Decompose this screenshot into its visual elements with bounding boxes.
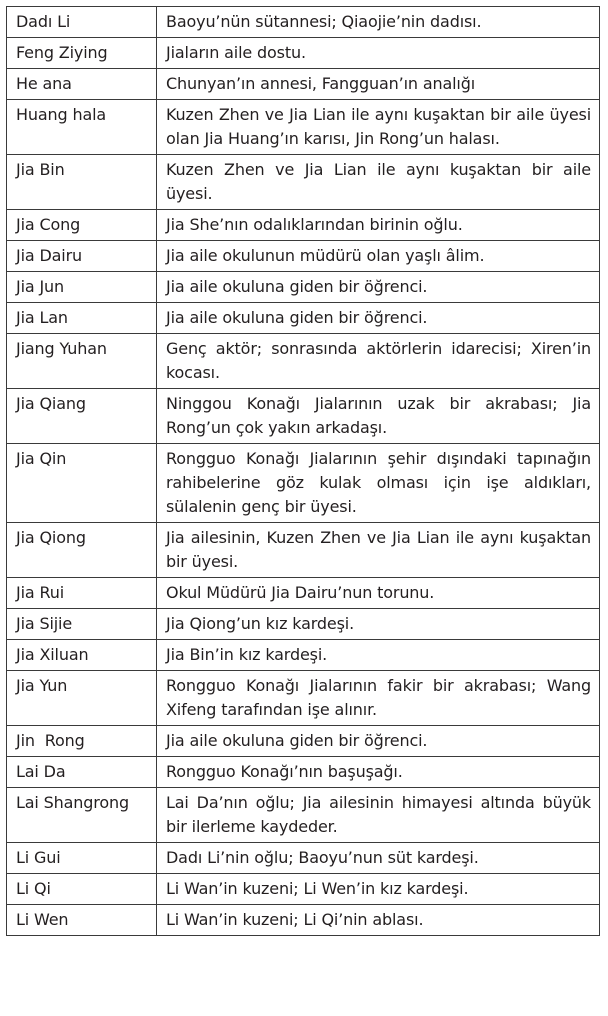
character-name: Jia Lan	[7, 303, 157, 334]
character-description: Rongguo Konağı Jialarının şehir dışındaki tapınağın rahibelerine göz kulak olması için işe aldıkları, sülalenin genç bir üyesi.	[157, 444, 600, 523]
character-description: Jia She’nın odalıklarından birinin oğlu.	[157, 210, 600, 241]
table-row	[7, 843, 600, 874]
character-name: Jia Yun	[7, 671, 157, 726]
table-row	[7, 303, 600, 334]
table-row	[7, 523, 600, 578]
character-name: Li Qi	[7, 874, 157, 905]
character-description: Jia ailesinin, Kuzen Zhen ve Jia Lian ile aynı kuşaktan bir üyesi.	[157, 523, 600, 578]
character-name: Jia Qiong	[7, 523, 157, 578]
character-table-body	[7, 7, 600, 936]
character-description: Kuzen Zhen ve Jia Lian ile aynı kuşaktan bir aile üyesi olan Jia Huang’ın karısı, Jin Rong’un halası.	[157, 100, 600, 155]
character-description: Lai Da’nın oğlu; Jia ailesinin himayesi altında büyük bir ilerleme kaydeder.	[157, 788, 600, 843]
table-row	[7, 272, 600, 303]
table-row	[7, 389, 600, 444]
table-row	[7, 444, 600, 523]
character-name: Jin Rong	[7, 726, 157, 757]
character-description: Jia aile okuluna giden bir öğrenci.	[157, 303, 600, 334]
table-row	[7, 905, 600, 936]
character-name: Li Gui	[7, 843, 157, 874]
character-name: Jiang Yuhan	[7, 334, 157, 389]
character-description: Genç aktör; sonrasında aktörlerin idarecisi; Xiren’in kocası.	[157, 334, 600, 389]
table-row	[7, 757, 600, 788]
character-name: Jia Bin	[7, 155, 157, 210]
character-description: Dadı Li’nin oğlu; Baoyu’nun süt kardeşi.	[157, 843, 600, 874]
character-description: Rongguo Konağı’nın başuşağı.	[157, 757, 600, 788]
table-row	[7, 726, 600, 757]
character-name: Jia Qiang	[7, 389, 157, 444]
character-name: He ana	[7, 69, 157, 100]
table-row	[7, 671, 600, 726]
character-description: Jiaların aile dostu.	[157, 38, 600, 69]
character-name: Jia Rui	[7, 578, 157, 609]
character-name: Dadı Li	[7, 7, 157, 38]
table-row	[7, 210, 600, 241]
character-description: Li Wan’in kuzeni; Li Wen’in kız kardeşi.	[157, 874, 600, 905]
table-row	[7, 874, 600, 905]
table-row	[7, 578, 600, 609]
table-row	[7, 640, 600, 671]
character-name: Jia Sijie	[7, 609, 157, 640]
table-row	[7, 100, 600, 155]
character-name: Jia Qin	[7, 444, 157, 523]
character-description: Jia Qiong’un kız kardeşi.	[157, 609, 600, 640]
character-description: Jia aile okuluna giden bir öğrenci.	[157, 726, 600, 757]
table-row	[7, 69, 600, 100]
table-row	[7, 334, 600, 389]
character-description: Okul Müdürü Jia Dairu’nun torunu.	[157, 578, 600, 609]
character-description: Rongguo Konağı Jialarının fakir bir akrabası; Wang Xifeng tarafından işe alınır.	[157, 671, 600, 726]
character-description: Chunyan’ın annesi, Fangguan’ın analığı	[157, 69, 600, 100]
character-description: Jia aile okuluna giden bir öğrenci.	[157, 272, 600, 303]
character-description: Jia Bin’in kız kardeşi.	[157, 640, 600, 671]
character-name: Lai Da	[7, 757, 157, 788]
character-description: Li Wan’in kuzeni; Li Qi’nin ablası.	[157, 905, 600, 936]
table-row	[7, 38, 600, 69]
character-name: Huang hala	[7, 100, 157, 155]
character-name: Jia Dairu	[7, 241, 157, 272]
character-name: Jia Cong	[7, 210, 157, 241]
table-row	[7, 241, 600, 272]
character-name: Jia Jun	[7, 272, 157, 303]
table-row	[7, 7, 600, 38]
character-description: Baoyu’nün sütannesi; Qiaojie’nin dadısı.	[157, 7, 600, 38]
character-table	[6, 6, 600, 936]
table-row	[7, 609, 600, 640]
character-name: Jia Xiluan	[7, 640, 157, 671]
table-row	[7, 155, 600, 210]
character-name: Feng Ziying	[7, 38, 157, 69]
table-row	[7, 788, 600, 843]
character-description: Kuzen Zhen ve Jia Lian ile aynı kuşaktan bir aile üyesi.	[157, 155, 600, 210]
character-name: Li Wen	[7, 905, 157, 936]
character-name: Lai Shangrong	[7, 788, 157, 843]
character-description: Jia aile okulunun müdürü olan yaşlı âlim.	[157, 241, 600, 272]
character-description: Ninggou Konağı Jialarının uzak bir akrabası; Jia Rong’un çok yakın arkadaşı.	[157, 389, 600, 444]
